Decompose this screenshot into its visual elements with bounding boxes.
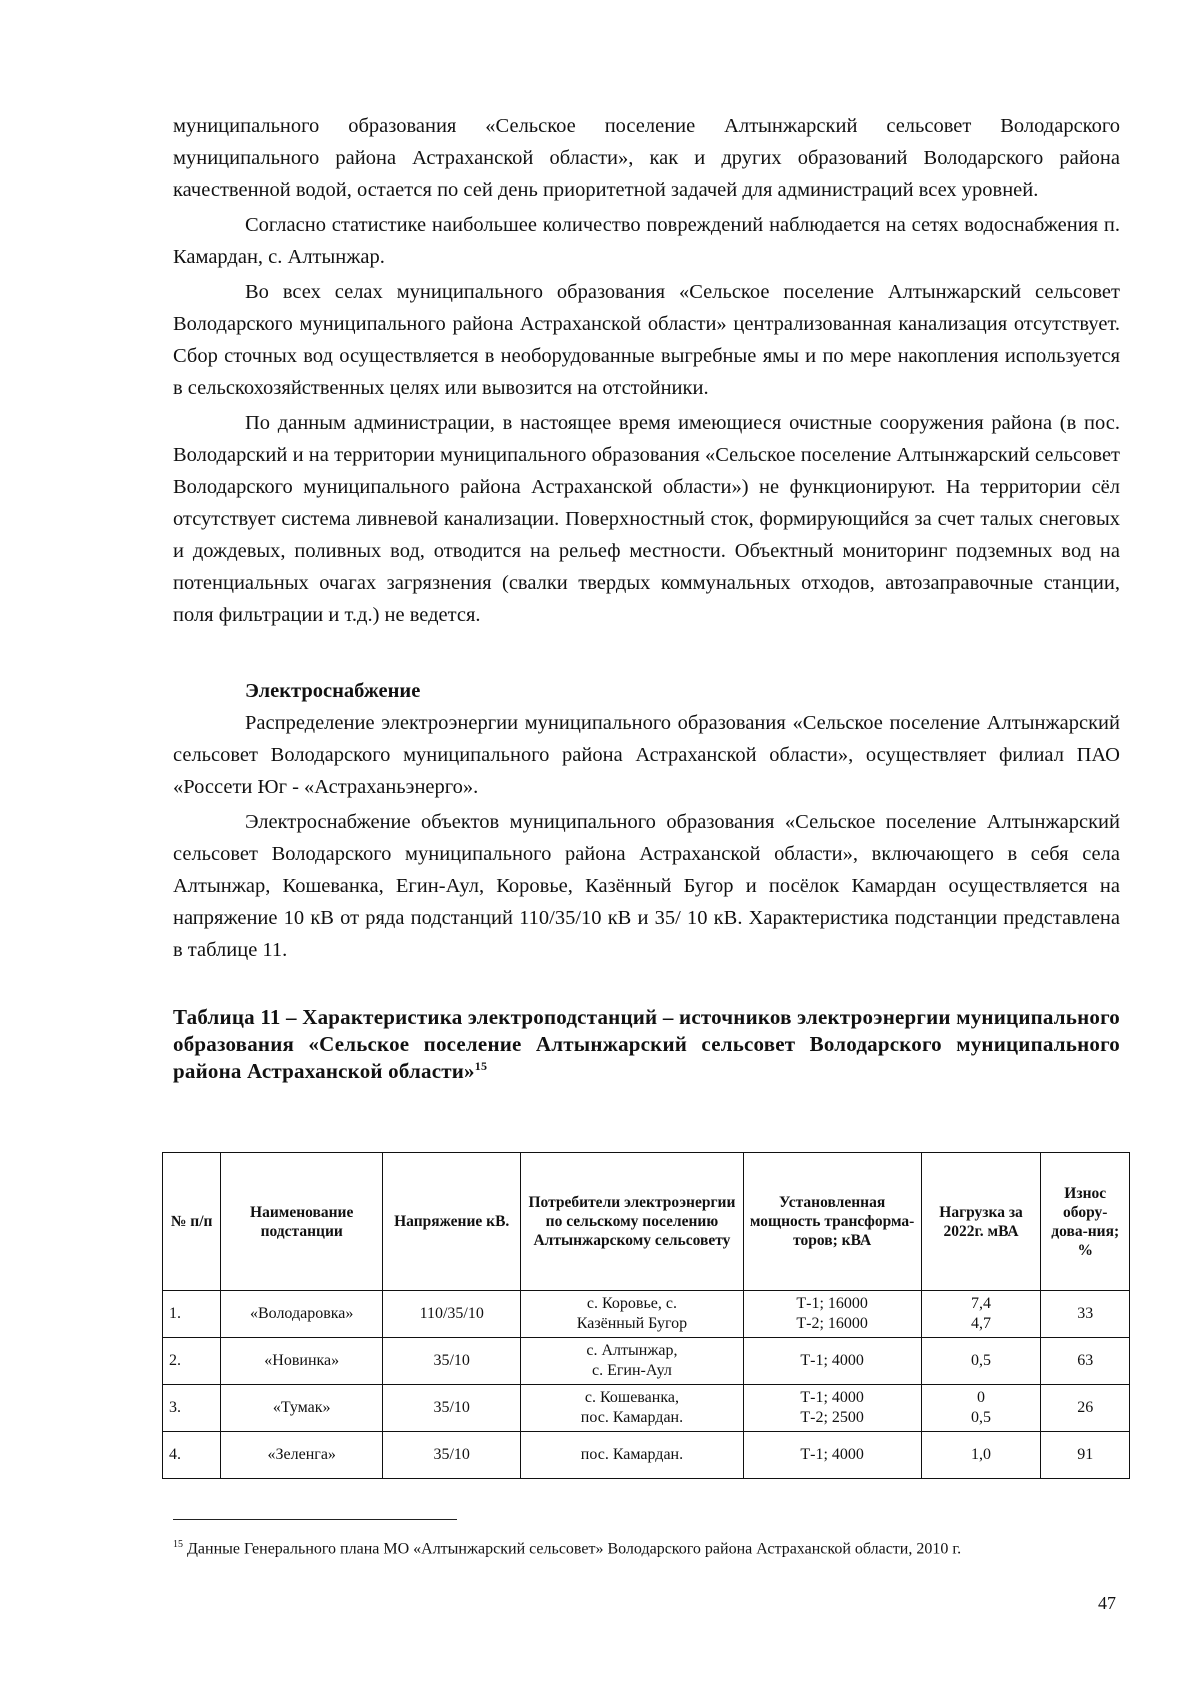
cell-line: 0,5 — [971, 1352, 992, 1369]
table-caption — [173, 1004, 1120, 1085]
cell-voltage: 35/10 — [383, 1338, 521, 1385]
cell-consumers — [521, 1338, 743, 1385]
paragraph: Распределение электроэнергии муниципального образования «Сельское поселение Алтынжарский сельсовет Володарского муниципального района Астраханской области», осуществляет филиал ПАО «Россети Юг - «Астраханьэнерго». — [173, 712, 1120, 798]
footnote-divider — [173, 1519, 457, 1520]
cell-line: пос. Камардан. — [580, 1446, 684, 1463]
paragraph: По данным администрации, в настоящее время имеющиеся очистные сооружения района (в пос. Володарский и на территории муниципального образования «Сельское поселение Алтынжарский сельсовет Володарского муниципального района Астраханской области») не функционируют. На территории сёл отсутствует система ливневой канализации. Поверхностный сток, формирующийся за счет талых снеговых и дождевых, поливных вод, отводится на рельеф местности. Объектный мониторинг подземных вод на потенциальных очагах загрязнения (свалки твердых коммунальных отходов, автозаправочные станции, поля фильтрации и т.д.) не ведется. — [173, 412, 1120, 626]
cell-line: с. Егин-Аул — [591, 1362, 672, 1379]
table-row — [163, 1385, 1130, 1432]
cell-load — [921, 1338, 1041, 1385]
page-number: 47 — [1098, 1593, 1116, 1613]
cell-line: 4,7 — [971, 1315, 992, 1332]
footnote — [173, 1534, 1120, 1560]
cell-line: Т-1; 16000 — [796, 1295, 868, 1312]
cell-line: 1,0 — [971, 1446, 992, 1463]
header-load: Нагрузка за 2022г. мВА — [921, 1153, 1041, 1291]
cell-num: 4. — [163, 1432, 221, 1479]
cell-consumers — [521, 1432, 743, 1479]
cell-line: Т-1; 4000 — [800, 1446, 864, 1463]
header-wear: Износ обору-дова-ния; % — [1041, 1153, 1130, 1291]
header-voltage: Напряжение кВ. — [383, 1153, 521, 1291]
table-header-row — [163, 1153, 1130, 1291]
cell-line: с. Алтынжар, — [586, 1342, 678, 1359]
cell-wear: 63 — [1041, 1338, 1130, 1385]
cell-line: 0 — [977, 1389, 986, 1406]
footnote-marker: 15 — [173, 1539, 183, 1550]
cell-num: 2. — [163, 1338, 221, 1385]
header-consumers: Потребители электроэнергии по сельскому поселению Алтынжарскому сельсовету — [521, 1153, 743, 1291]
cell-wear: 91 — [1041, 1432, 1130, 1479]
cell-line: Т-1; 4000 — [800, 1352, 864, 1369]
cell-name: «Зеленга» — [221, 1432, 383, 1479]
cell-consumers — [521, 1385, 743, 1432]
cell-name: «Новинка» — [221, 1338, 383, 1385]
cell-line: Т-2; 16000 — [796, 1315, 868, 1332]
cell-wear: 26 — [1041, 1385, 1130, 1432]
table-row — [163, 1432, 1130, 1479]
substations-table — [162, 1152, 1130, 1479]
cell-wear: 33 — [1041, 1291, 1130, 1338]
cell-consumers — [521, 1291, 743, 1338]
cell-line: 7,4 — [971, 1295, 992, 1312]
footnote-text: Данные Генерального плана МО «Алтынжарский сельсовет» Володарского района Астраханской области, 2010 г. — [187, 1540, 962, 1558]
cell-load — [921, 1385, 1041, 1432]
paragraph: Электроснабжение объектов муниципального образования «Сельское поселение Алтынжарский сельсовет Володарского муниципального района Астраханской области», включающего в себя села Алтынжар, Кошеванка, Егин-Аул, Коровье, Казённый Бугор и посёлок Камардан осуществляется на напряжение 10 кВ от ряда подстанций 110/35/10 кВ и 35/ 10 кВ. Характеристика подстанции представлена в таблице 11. — [173, 811, 1120, 961]
table-row — [163, 1338, 1130, 1385]
footnote-reference[interactable]: 15 — [474, 1059, 488, 1073]
document-page — [173, 110, 1120, 1085]
cell-name: «Тумак» — [221, 1385, 383, 1432]
paragraph: Во всех селах муниципального образования «Сельское поселение Алтынжарский сельсовет Володарского муниципального района Астраханской области» централизованная канализация отсутствует. Сбор сточных вод осуществляется в необорудованные выгребные ямы и по мере накопления используется в сельскохозяйственных целях или вывозится на отстойники. — [173, 281, 1120, 399]
cell-line: Казённый Бугор — [576, 1315, 688, 1332]
cell-voltage: 110/35/10 — [383, 1291, 521, 1338]
cell-load — [921, 1291, 1041, 1338]
cell-line: Т-2; 2500 — [800, 1409, 864, 1426]
cell-load — [921, 1432, 1041, 1479]
paragraph: Согласно статистике наибольшее количество повреждений наблюдается на сетях водоснабжения п. Камардан, с. Алтынжар. — [173, 214, 1120, 268]
table-row — [163, 1291, 1130, 1338]
cell-voltage: 35/10 — [383, 1385, 521, 1432]
cell-line: с. Кошеванка, — [584, 1389, 679, 1406]
table-caption-text: Таблица 11 – Характеристика электроподстанций – источников электроэнергии муниципального образования «Сельское поселение Алтынжарский сельсовет Володарского муниципального района Астраханской области» — [173, 1005, 1120, 1083]
cell-voltage: 35/10 — [383, 1432, 521, 1479]
header-name: Наименование подстанции — [221, 1153, 383, 1291]
cell-name: «Володаровка» — [221, 1291, 383, 1338]
header-capacity: Установленная мощность трансформа-торов; кВА — [743, 1153, 921, 1291]
section-heading: Электроснабжение — [245, 680, 421, 702]
cell-line: с. Коровье, с. — [586, 1295, 677, 1312]
cell-line: Т-1; 4000 — [800, 1389, 864, 1406]
cell-capacity — [743, 1291, 921, 1338]
cell-line: пос. Камардан. — [580, 1409, 684, 1426]
paragraph: муниципального образования «Сельское поселение Алтынжарский сельсовет Володарского муниципального района Астраханской области», как и других образований Володарского района качественной водой, остается по сей день приоритетной задачей для администраций всех уровней. — [173, 115, 1120, 201]
cell-capacity — [743, 1385, 921, 1432]
cell-num: 1. — [163, 1291, 221, 1338]
cell-num: 3. — [163, 1385, 221, 1432]
cell-capacity — [743, 1338, 921, 1385]
cell-capacity — [743, 1432, 921, 1479]
cell-line: 0,5 — [971, 1409, 992, 1426]
header-num: № п/п — [163, 1153, 221, 1291]
